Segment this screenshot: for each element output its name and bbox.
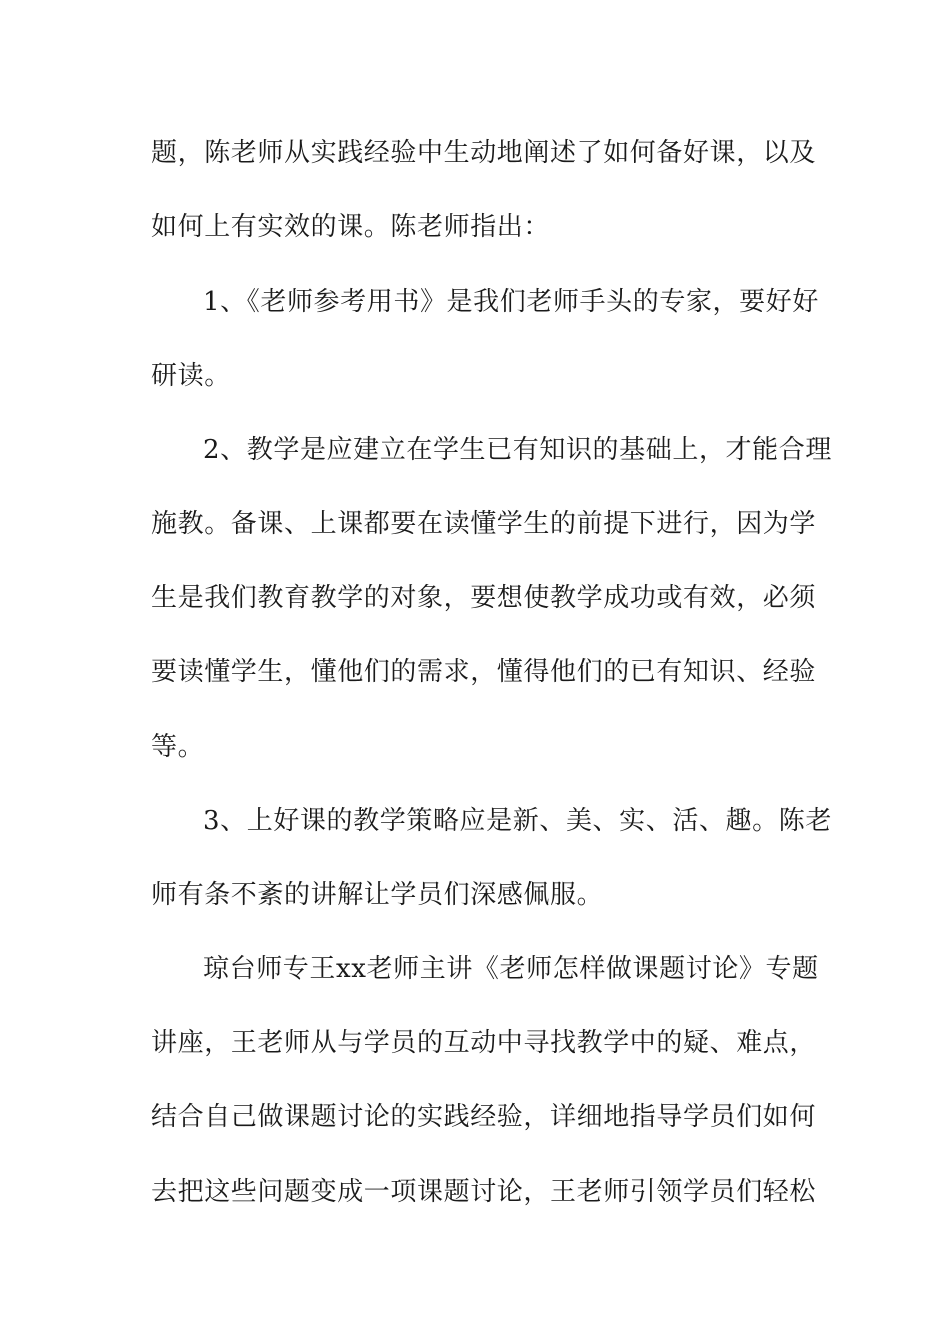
- text-line: 施教。备课、上课都要在读懂学生的前提下进行，因为学: [151, 509, 817, 539]
- paragraph-start-line: 3、上好课的教学策略应是新、美、实、活、趣。陈老: [203, 806, 832, 836]
- text-line: 如何上有实效的课。陈老师指出：: [151, 212, 551, 242]
- paragraph-start-line: 琼台师专王xx老师主讲《老师怎样做课题讨论》专题: [203, 954, 819, 984]
- text-line: 讲座，王老师从与学员的互动中寻找教学中的疑、难点，: [151, 1028, 817, 1058]
- text-line: 生是我们教育教学的对象，要想使教学成功或有效，必须: [151, 583, 817, 613]
- text-line: 去把这些问题变成一项课题讨论，王老师引领学员们轻松: [151, 1177, 817, 1207]
- text-line: 等。: [151, 732, 205, 762]
- paragraph-start-line: 1、《老师参考用书》是我们老师手头的专家，要好好: [203, 287, 819, 317]
- text-line: 要读懂学生，懂他们的需求，懂得他们的已有知识、经验: [151, 657, 817, 687]
- paragraph-start-line: 2、教学是应建立在学生已有知识的基础上，才能合理: [203, 435, 832, 465]
- text-line: 师有条不紊的讲解让学员们深感佩服。: [151, 880, 604, 910]
- text-line: 研读。: [151, 361, 231, 391]
- text-line: 结合自己做课题讨论的实践经验，详细地指导学员们如何: [151, 1102, 817, 1132]
- text-line: 题，陈老师从实践经验中生动地阐述了如何备好课，以及: [151, 138, 817, 168]
